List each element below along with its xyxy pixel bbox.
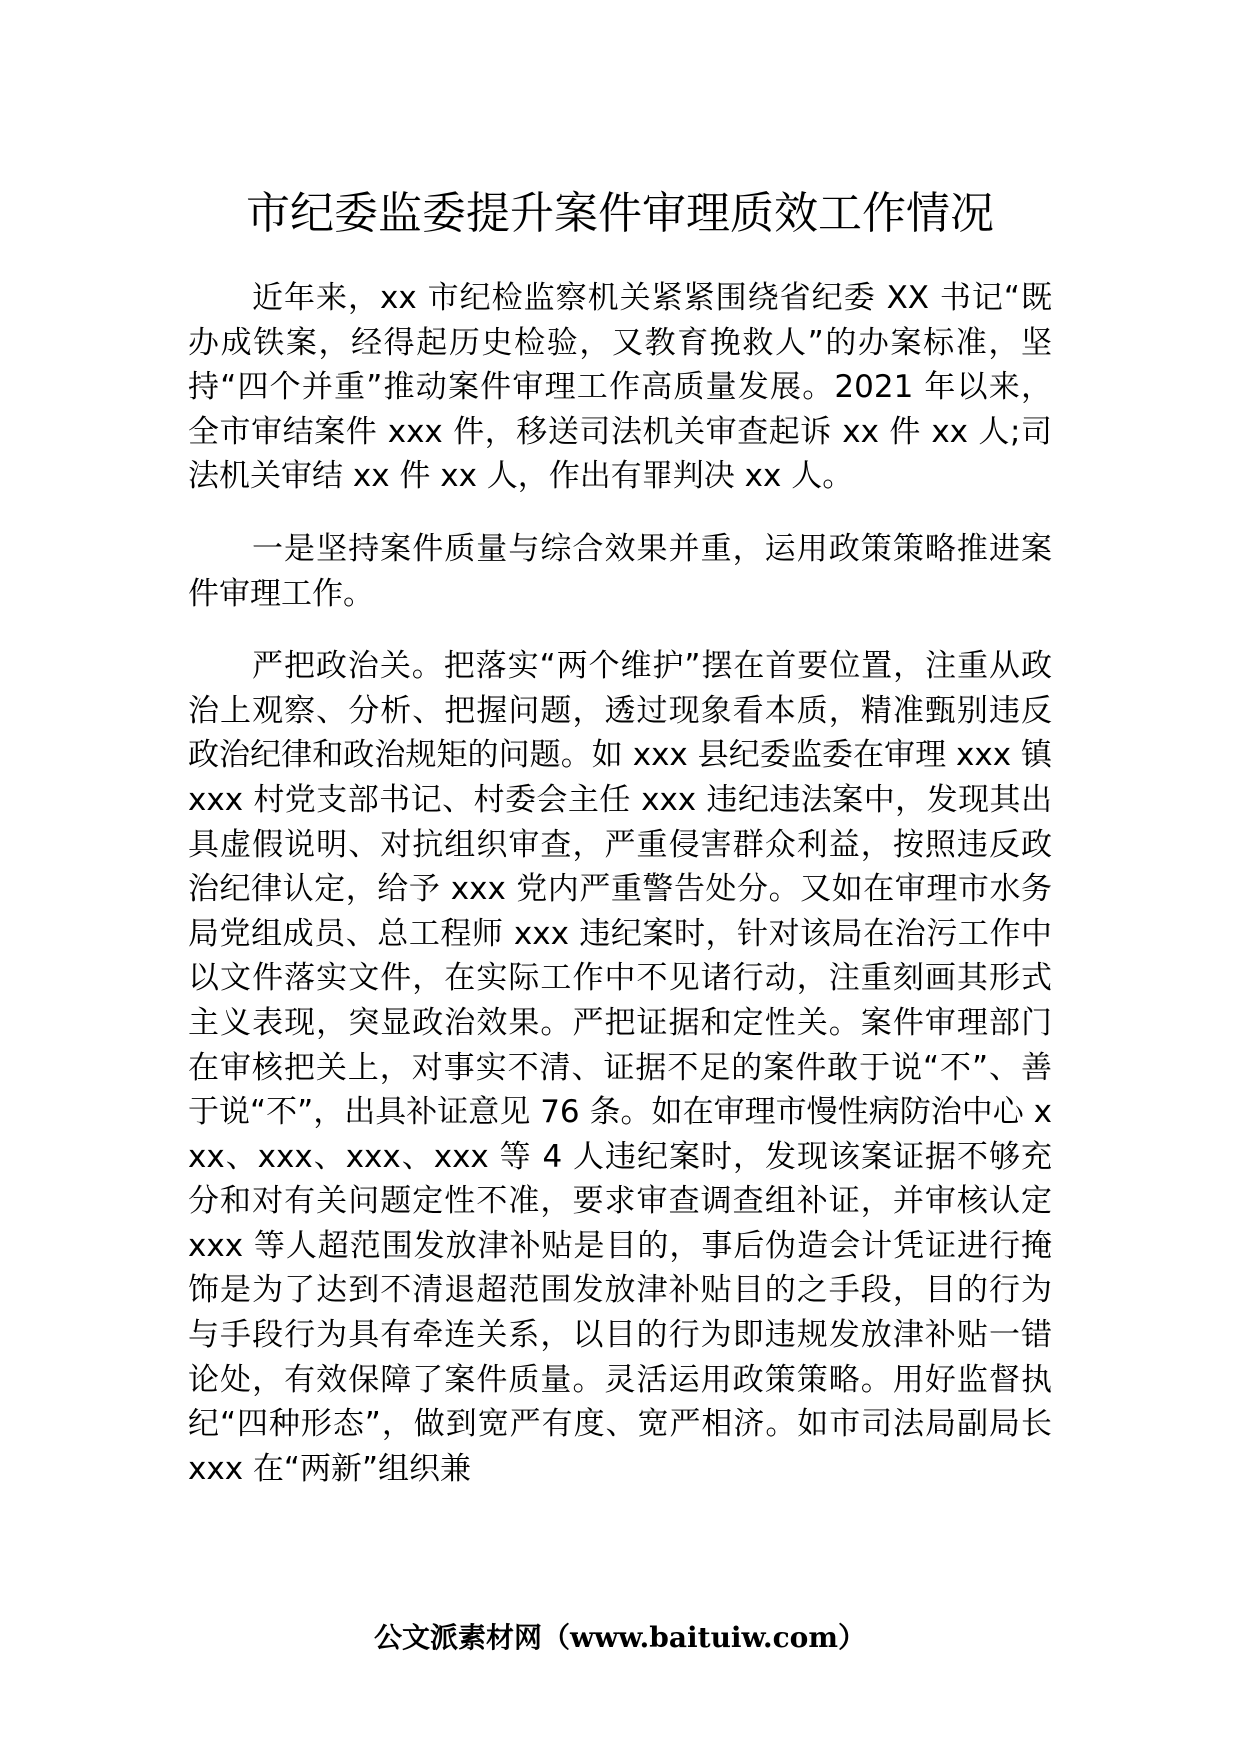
paragraph-intro: 近年来，xx 市纪检监察机关紧紧围绕省纪委 XX 书记“既办成铁案，经得起历史检验，又教育挽救人”的办案标准，坚持“四个并重”推动案件审理工作高质量发展。2021 年以来，全市审结案件 xxx 件，移送司法机关审查起诉 xx 件 xx 人;司法机关审结 xx 件 xx 人，作出有罪判决 xx 人。	[188, 280, 1052, 495]
document-title: 市纪委监委提升案件审理质效工作情况	[246, 188, 994, 239]
document-body	[188, 276, 1052, 1519]
paragraph-section-heading: 一是坚持案件质量与综合效果并重，运用政策策略推进案件审理工作。	[188, 530, 1052, 612]
paragraph-political-review: 严把政治关。把落实“两个维护”摆在首要位置，注重从政治上观察、分析、把握问题，透过现象看本质，精准甄别违反政治纪律和政治规矩的问题。如 xxx 县纪委监委在审理 xxx 镇 xxx 村党支部书记、村委会主任 xxx 违纪违法案中，发现其出具虚假说明、对抗组织审查，严重侵害群众利益，按照违反政治纪律认定，给予 xxx 党内严重警告处分。又如在审理市水务局党组成员、总工程师 xxx 违纪案时，针对该局在治污工作中以文件落实文件，在实际工作中不见诸行动，注重刻画其形式主义表现，突显政治效果。严把证据和定性关。案件审理部门在审核把关上，对事实不清、证据不足的案件敢于说“不”、善于说“不”，出具补证意见 76 条。如在审理市慢性病防治中心 xxx、xxx、xxx、xxx 等 4 人违纪案时，发现该案证据不够充分和对有关问题定性不准，要求审查调查组补证，并审核认定 xxx 等人超范围发放津补贴是目的，事后伪造会计凭证进行掩饰是为了达到不清退超范围发放津补贴目的之手段，目的行为与手段行为具有牵连关系，以目的行为即违规发放津补贴一错论处，有效保障了案件质量。灵活运用政策策略。用好监督执纪“四种形态”，做到宽严有度、宽严相济。如市司法局副局长 xxx 在“两新”组织兼	[188, 648, 1052, 1487]
footer-watermark: 公文派素材网（www.baituiw.com）	[374, 1621, 866, 1654]
